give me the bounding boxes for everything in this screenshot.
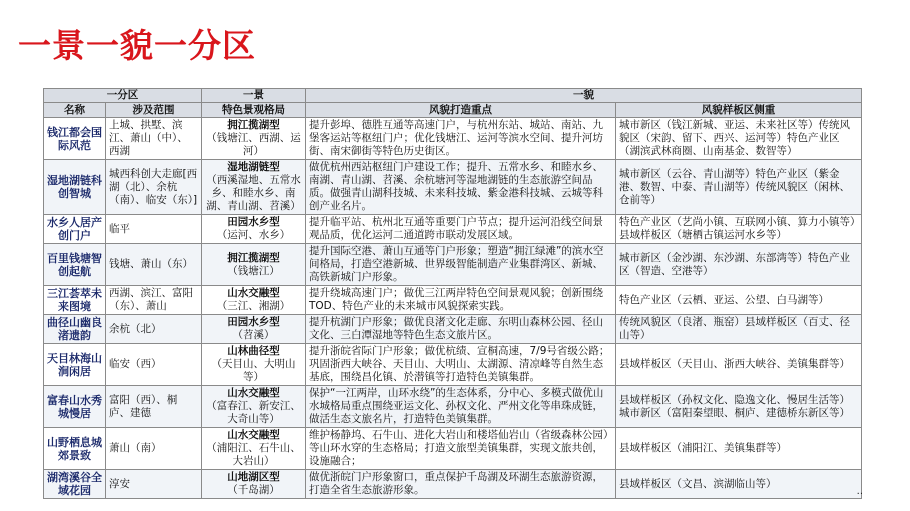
sample-text: 特色产业区（云栖、亚运、公望、白马湖等）: [616, 286, 862, 315]
sample-text: 县域样板区（浦阳江、美镇集群等）: [616, 428, 862, 470]
landscape-detail: （天目山、大明山等）: [211, 358, 296, 383]
focus-text: 维护杨静坞、石牛山、进化大岩山和楼塔仙岩山（省级森林公园）等山环水穿的生态格局；打造文旅型美镇集群，实现文旅共创，设施融合；: [306, 428, 616, 470]
landscape-detail: （千岛湖）: [227, 484, 280, 496]
zone-scope: 上城、拱墅、滨江、萧山（中）、西湖: [106, 118, 202, 160]
zone-name: 百里钱塘智创起航: [44, 244, 106, 286]
zone-name: 天目林海山涧闲居: [44, 344, 106, 386]
zone-scope: 城西科创大走廊[西湖（北）、余杭（南）、临安（东）]: [106, 160, 202, 215]
group-header-look: 一貌: [306, 89, 862, 103]
group-header-row: [44, 89, 862, 103]
landscape-type: 田园水乡型: [227, 216, 280, 228]
zone-scope: 钱塘、萧山（东）: [106, 244, 202, 286]
landscape-type: 山水交融型: [227, 387, 280, 399]
zone-scope: 淳安: [106, 470, 202, 499]
zone-name: 山野栖息城郊景致: [44, 428, 106, 470]
landscape-cell: [202, 286, 306, 315]
landscape-cell: [202, 215, 306, 244]
table-row: [44, 470, 862, 499]
col-header-scope: 涉及范围: [106, 103, 202, 118]
page-marker: ..: [856, 486, 863, 497]
zone-name: 曲径山幽良渚遗韵: [44, 315, 106, 344]
table-row: [44, 286, 862, 315]
landscape-detail: （三江、湘湖）: [216, 300, 291, 312]
sample-text: 传统风貌区（良渚、瓶窑）县域样板区（百丈、径山等）: [616, 315, 862, 344]
landscape-detail: （浦阳江、石牛山、大岩山）: [206, 442, 301, 467]
landscape-type: 湿地湖链型: [227, 161, 280, 173]
sample-text: 特色产业区（艺尚小镇、互联网小镇、算力小镇等）县域样板区（塘栖古镇运河水乡等）: [616, 215, 862, 244]
landscape-cell: [202, 344, 306, 386]
sample-text: 城市新区（金沙湖、东沙湖、东部湾等）特色产业区（智造、空港等）: [616, 244, 862, 286]
focus-text: 提升国际空港、萧山互通等门户形象；塑造“拥江绿滩”的滨水空间格局，打造空港新城、世界级智能制造产业集群湾区、新城、高铁新城门户形象。: [306, 244, 616, 286]
zone-scope: 富阳（西）、桐庐、建德: [106, 386, 202, 428]
zone-scope: 余杭（北）: [106, 315, 202, 344]
focus-text: 做优浙皖门户形象窗口，重点保护千岛湖及环湖生态旅游资源，打造全省生态旅游形象。: [306, 470, 616, 499]
focus-text: 提升浙皖省际门户形象；做优杭绩、宣桐高速，7/9号省级公路；巩固浙西大峡谷、天目山、大明山、太湖源、清凉峰等自然生态基底，围绕昌化镇、於潜镇等打造特色美镇集群。: [306, 344, 616, 386]
table-row: [44, 344, 862, 386]
sample-text: 县域样板区（孙权文化、隐逸文化、慢居生活等）城市新区（富阳秦望眼、桐庐、建德桥东新区等）: [616, 386, 862, 428]
focus-text: 提升彭埠、德胜互通等高速门户，与杭州东站、城站、南站、九堡客运站等枢纽门户；优化钱塘江、运河等滨水空间、提升河坊街、南宋御街等特色历史街区。: [306, 118, 616, 160]
col-header-sample: 风貌样板区侧重: [616, 103, 862, 118]
focus-text: 提升绕城高速门户；做优三江两岸特色空间景观风貌；创新围绕TOD、特色产业的未来城市风貌探索实践。: [306, 286, 616, 315]
zone-scope: 临安（西）: [106, 344, 202, 386]
col-header-focus: 风貌打造重点: [306, 103, 616, 118]
zone-name: 钱江都会国际风范: [44, 118, 106, 160]
landscape-cell: [202, 315, 306, 344]
focus-text: 做优杭州西站枢纽门户建设工作；提升、五常水乡、和睦水乡、南湖、青山湖、苕溪、余杭塘河等湿地湖链的生态旅游空间品质。做强青山湖科技城、未来科技城、紫金港科技城、云城等科创产业名片。: [306, 160, 616, 215]
page-title: 一景一貌一分区: [18, 26, 256, 65]
zone-scope: 临平: [106, 215, 202, 244]
zone-name: 富春山水秀城慢居: [44, 386, 106, 428]
landscape-type: 山林曲径型: [227, 345, 280, 357]
table-row: [44, 215, 862, 244]
landscape-cell: [202, 118, 306, 160]
landscape-detail: （西溪湿地、五常水乡、和睦水乡、南湖、青山湖、苕溪）: [206, 174, 301, 212]
sample-text: 城市新区（钱江新城、亚运、未来社区等）传统风貌区（宋韵、留下、西兴、运河等）特色产业区（湖滨武林商圈、山南基金、数智等）: [616, 118, 862, 160]
zone-name: 水乡人居产创门户: [44, 215, 106, 244]
landscape-detail: （富春江、新安江、大奇山等）: [206, 400, 301, 425]
landscape-cell: [202, 386, 306, 428]
group-header-district: 一分区: [44, 89, 202, 103]
sample-text: 县域样板区（天目山、浙西大峡谷、美镇集群等）: [616, 344, 862, 386]
landscape-detail: （运河、水乡）: [216, 229, 291, 241]
table-row: [44, 386, 862, 428]
col-header-name: 名称: [44, 103, 106, 118]
landscape-detail: （苕溪）: [232, 329, 275, 341]
focus-text: 保护“一江两岸，山环水绕”的生态体系，分中心、多模式做优山水城格局重点围绕亚运文化、孙权文化、严州文化等串珠成链，做活生态文旅名片，打造特色美镇集群。: [306, 386, 616, 428]
landscape-type: 山地湖区型: [227, 471, 280, 483]
landscape-detail: （钱塘江）: [227, 264, 280, 277]
zone-name: 三江荟萃未来图境: [44, 286, 106, 315]
landscape-cell: [202, 160, 306, 215]
zone-name: 湿地湖链科创智城: [44, 160, 106, 215]
table-row: [44, 428, 862, 470]
column-header-row: [44, 103, 862, 118]
table-row: [44, 315, 862, 344]
landscape-type: 山水交融型: [227, 287, 280, 299]
sample-text: 县域样板区（文昌、滨湖临山等）: [616, 470, 862, 499]
landscape-cell: [202, 244, 306, 286]
sample-text: 城市新区（云谷、青山湖等）特色产业区（紫金港、数智、中泰、青山湖等）传统风貌区（闲林、仓前等）: [616, 160, 862, 215]
landscape-type: 拥江揽湖型: [227, 119, 280, 131]
landscape-detail: （钱塘江、西湖、运河）: [206, 132, 301, 157]
zoning-table: [43, 88, 862, 499]
zone-scope: 西湖、滨江、富阳（东）、萧山: [106, 286, 202, 315]
landscape-cell: [202, 470, 306, 499]
landscape-cell: [202, 428, 306, 470]
zone-name: 湖湾溪谷全域花园: [44, 470, 106, 499]
zone-scope: 萧山（南）: [106, 428, 202, 470]
landscape-type: 田园水乡型: [227, 316, 280, 328]
focus-text: 提升杭湖门户形象；做优良渚文化走廊、东明山森林公园、径山文化、三白潭湿地等特色生态文旅片区。: [306, 315, 616, 344]
table-row: [44, 118, 862, 160]
landscape-type: 拥江揽湖型: [227, 251, 280, 264]
col-header-landscape: 特色景观格局: [202, 103, 306, 118]
landscape-type: 山水交融型: [227, 429, 280, 441]
table-row: [44, 244, 862, 286]
group-header-scene: 一景: [202, 89, 306, 103]
focus-text: 提升临平站、杭州北互通等重要门户节点；提升运河沿线空间景观品质，优化运河二通道跨市联动发展区域。: [306, 215, 616, 244]
table-row: [44, 160, 862, 215]
